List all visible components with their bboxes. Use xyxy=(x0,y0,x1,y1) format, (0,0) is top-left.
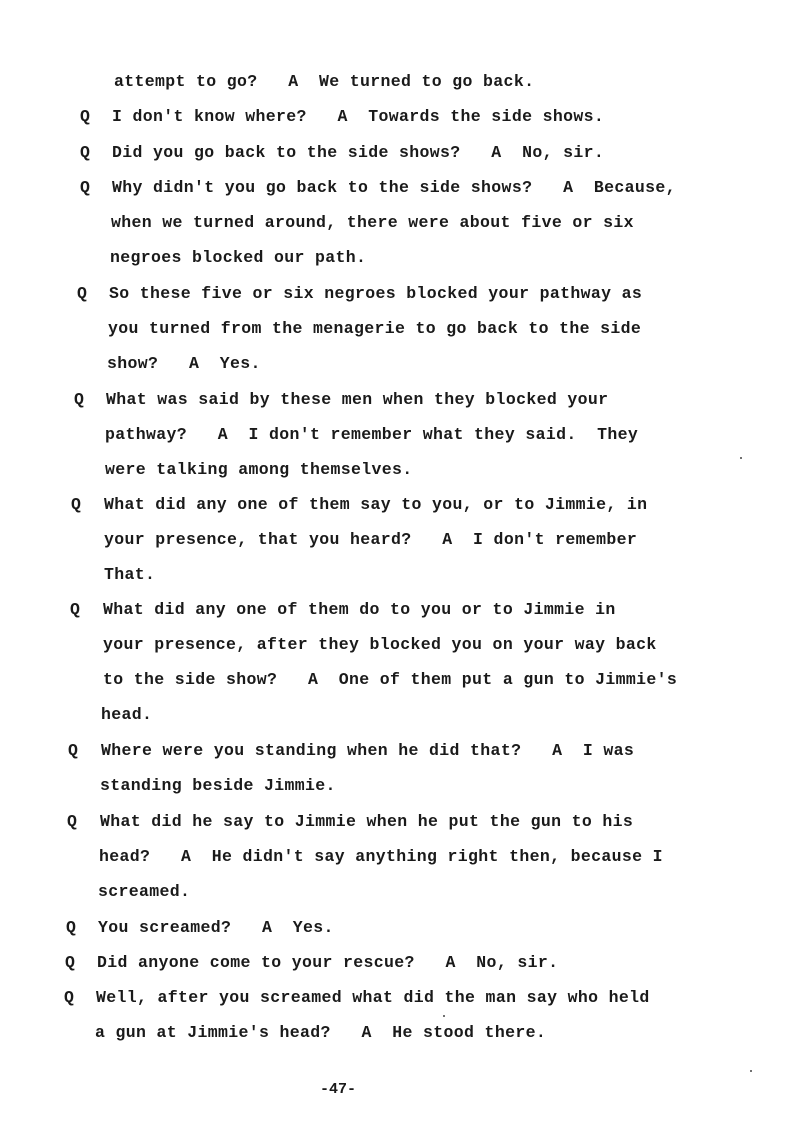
transcript-line: What did any one of them do to you or to Jimmie in xyxy=(103,600,616,619)
transcript-line: pathway? A I don't remember what they said. They xyxy=(105,425,639,444)
question-marker: Q xyxy=(80,178,90,197)
transcript-line: What was said by these men when they blocked your xyxy=(106,390,609,409)
transcript-line: Why didn't you go back to the side shows? A Because, xyxy=(112,178,676,197)
transcript-line: your presence, that you heard? A I don't remember xyxy=(104,530,638,549)
transcript-line: head. xyxy=(101,705,153,724)
transcript-line: standing beside Jimmie. xyxy=(100,776,336,795)
transcript-line: That. xyxy=(104,565,156,584)
transcript-line: screamed. xyxy=(98,882,191,901)
question-marker: Q xyxy=(71,495,81,514)
transcript-line: Where were you standing when he did that? A I was xyxy=(101,741,635,760)
transcript-line: were talking among themselves. xyxy=(105,460,413,479)
transcript-line: Did you go back to the side shows? A No, sir. xyxy=(112,143,605,162)
transcript-line: you turned from the menagerie to go back to the side xyxy=(108,319,642,338)
transcript-line: Well, after you screamed what did the man say who held xyxy=(96,988,650,1007)
page-number: -47- xyxy=(320,1081,357,1098)
transcript-line: your presence, after they blocked you on your way back xyxy=(103,635,657,654)
transcript-line: You screamed? A Yes. xyxy=(98,918,334,937)
question-marker: Q xyxy=(74,390,84,409)
transcript-line: to the side show? A One of them put a gun to Jimmie's xyxy=(103,670,678,689)
question-marker: Q xyxy=(77,284,87,303)
question-marker: Q xyxy=(80,143,90,162)
question-marker: Q xyxy=(65,953,75,972)
question-marker: Q xyxy=(66,918,76,937)
question-marker: Q xyxy=(67,812,77,831)
transcript-line: I don't know where? A Towards the side shows. xyxy=(112,107,605,126)
question-marker: Q xyxy=(68,741,78,760)
transcript-line: So these five or six negroes blocked your pathway as xyxy=(109,284,643,303)
transcript-line: Did anyone come to your rescue? A No, sir. xyxy=(97,953,559,972)
transcript-line: attempt to go? A We turned to go back. xyxy=(114,72,535,91)
transcript-line: What did he say to Jimmie when he put the gun to his xyxy=(100,812,634,831)
transcript-line: negroes blocked our path. xyxy=(110,248,367,267)
question-marker: Q xyxy=(70,600,80,619)
scan-artifact xyxy=(443,1015,445,1017)
transcript-line: a gun at Jimmie's head? A He stood there. xyxy=(95,1023,547,1042)
scan-artifact xyxy=(750,1070,752,1072)
scan-artifact xyxy=(740,457,742,459)
transcript-line: head? A He didn't say anything right then, because I xyxy=(99,847,663,866)
question-marker: Q xyxy=(80,107,90,126)
transcript-line: show? A Yes. xyxy=(107,354,261,373)
transcript-line: when we turned around, there were about five or six xyxy=(111,213,634,232)
transcript-line: What did any one of them say to you, or to Jimmie, in xyxy=(104,495,648,514)
question-marker: Q xyxy=(64,988,74,1007)
